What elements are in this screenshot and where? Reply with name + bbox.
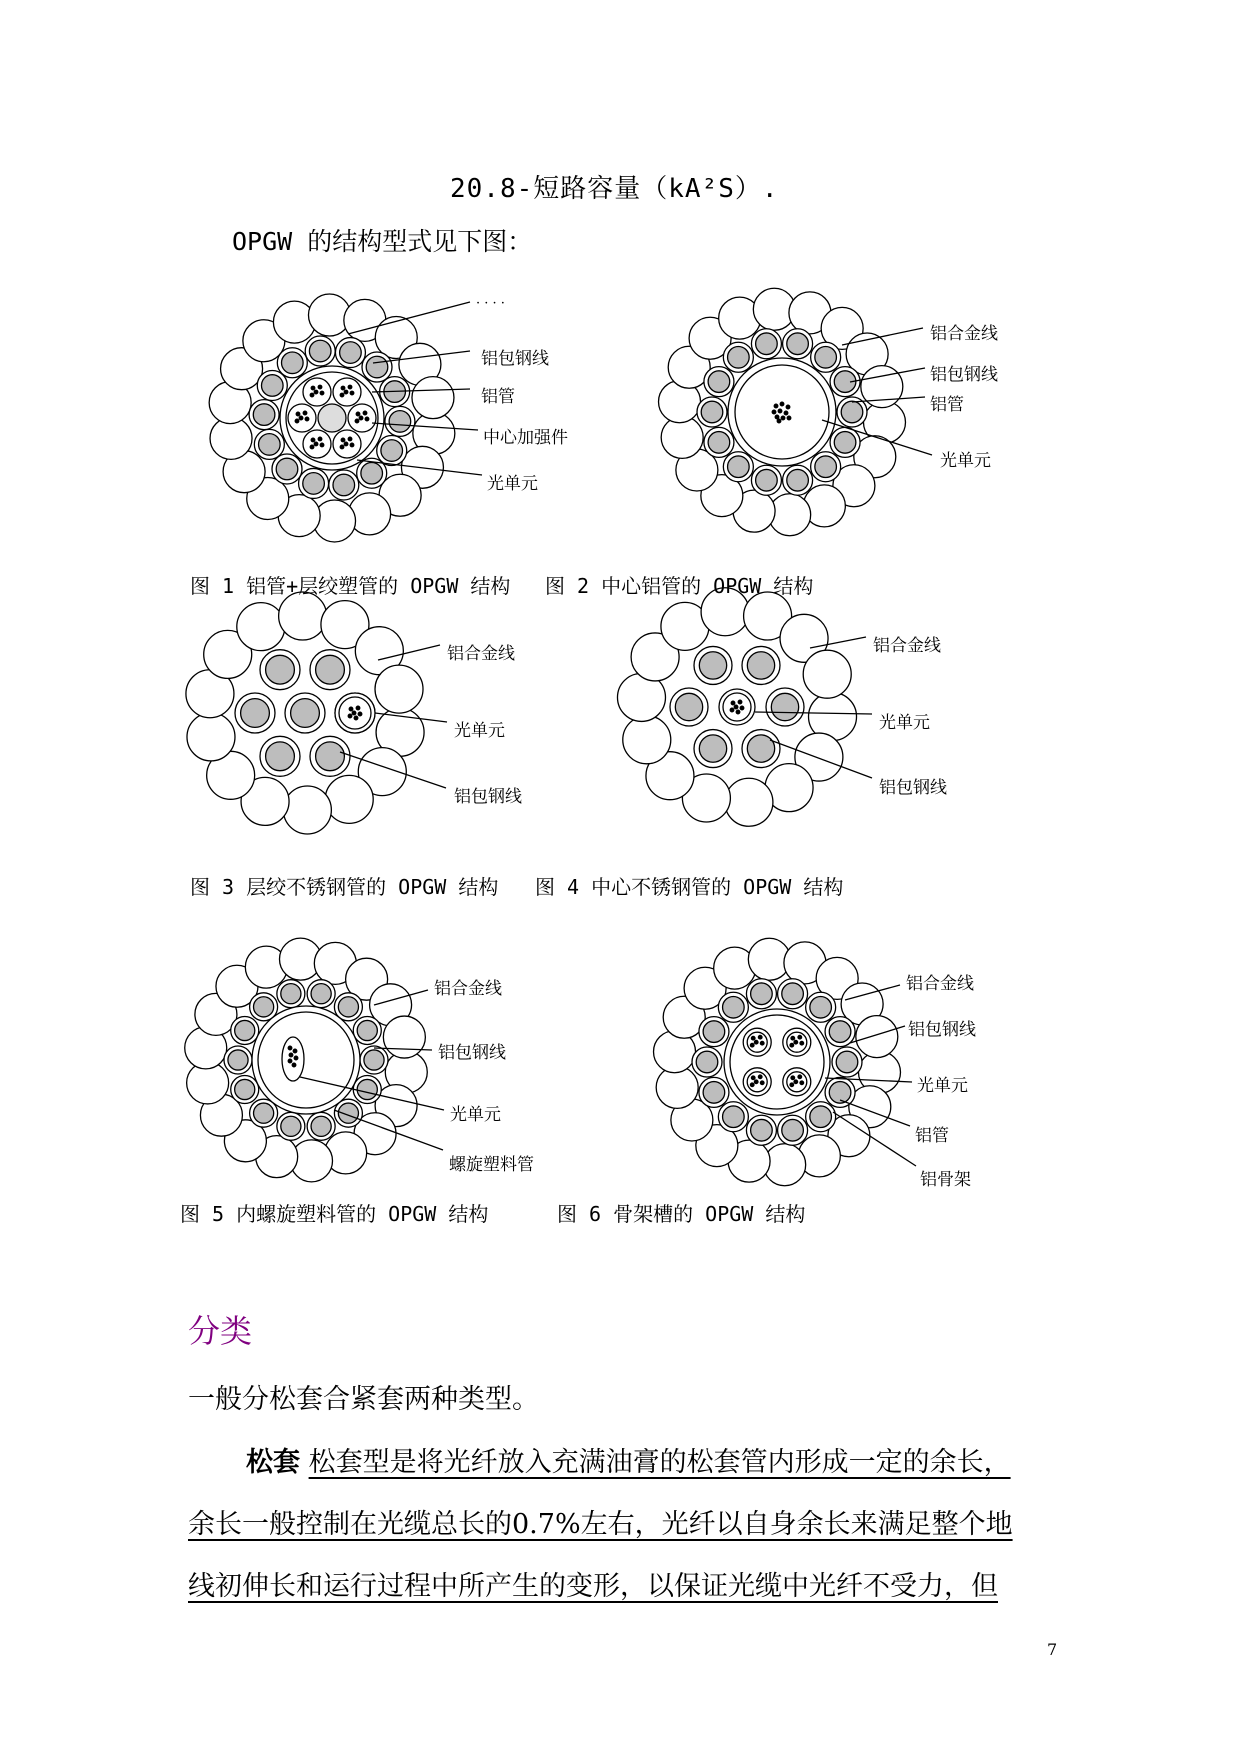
optical-fiber-dot <box>751 1036 755 1040</box>
steel-core <box>311 984 331 1004</box>
optical-fiber-dot <box>786 405 790 409</box>
aluminum-alloy-wire <box>725 778 773 826</box>
optical-fiber-dot <box>296 412 300 416</box>
aluminum-alloy-wire <box>187 713 235 761</box>
steel-core <box>266 655 295 684</box>
optical-fiber-dot <box>303 411 307 415</box>
optical-fiber-dot <box>363 411 367 415</box>
optical-fiber-dot <box>787 416 791 420</box>
figure-2-label: 光单元 <box>940 451 991 471</box>
figure-4-label: 铝合金线 <box>873 636 941 656</box>
page-title: 20.8-短路容量（kA²S）. <box>450 174 779 204</box>
steel-core <box>728 456 750 478</box>
steel-core <box>235 1079 255 1099</box>
optical-fiber-dot <box>318 385 322 389</box>
steel-core <box>266 742 295 771</box>
steel-core <box>282 352 304 374</box>
optical-fiber-dot <box>790 1043 794 1047</box>
body-paragraph: 一般分松套合紧套两种类型。 <box>188 1384 539 1415</box>
steel-core <box>751 983 773 1005</box>
aluminum-alloy-wire <box>383 1016 425 1058</box>
optical-fiber-dot <box>781 416 785 420</box>
steel-core <box>701 401 723 423</box>
optical-fiber-dot <box>350 391 354 395</box>
figure-5-label: 铝包钢线 <box>438 1043 506 1063</box>
steel-core <box>316 742 345 771</box>
optical-fiber-dot <box>736 710 740 714</box>
steel-core <box>254 1103 274 1123</box>
steel-core <box>311 1116 331 1136</box>
optical-fiber-dot <box>754 1080 758 1084</box>
steel-core <box>703 1082 725 1104</box>
optical-fiber-dot <box>344 390 348 394</box>
aluminum-alloy-wire <box>412 377 454 419</box>
steel-core <box>834 432 856 454</box>
optical-fiber-dot <box>775 415 779 419</box>
optical-fiber-dot <box>341 438 345 442</box>
aluminum-alloy-wire <box>283 786 331 834</box>
steel-core <box>708 371 730 393</box>
optical-fiber-dot <box>734 705 738 709</box>
optical-fiber-dot <box>356 706 360 710</box>
steel-core <box>787 469 809 491</box>
figure-3-label: 铝包钢线 <box>454 787 522 807</box>
steel-core <box>364 1050 384 1070</box>
optical-fiber-dot <box>774 404 778 408</box>
optical-fiber-dot <box>778 409 782 413</box>
steel-core <box>389 411 411 433</box>
figure-6-caption: 图 6 骨架槽的 OPGW 结构 <box>557 1202 806 1226</box>
steel-core <box>728 346 750 368</box>
steel-core <box>836 1051 858 1073</box>
section-heading: 分类 <box>188 1312 253 1350</box>
optical-fiber-dot <box>341 386 345 390</box>
loose-tube-paragraph-line <box>246 1440 1011 1479</box>
steel-core <box>815 346 837 368</box>
figure-4-label: 光单元 <box>879 713 930 733</box>
optical-fiber-dot <box>349 707 353 711</box>
optical-fiber-dot <box>750 1083 754 1087</box>
figure-6-label: 光单元 <box>917 1076 968 1096</box>
steel-core <box>338 997 358 1017</box>
figure-5-label: 光单元 <box>450 1105 501 1125</box>
spiral-plastic-tube <box>282 1037 304 1081</box>
steel-core <box>291 699 320 728</box>
optical-fiber-dot <box>320 443 324 447</box>
steel-core <box>259 434 281 456</box>
figure-5-label: 铝合金线 <box>434 979 502 999</box>
optical-fiber-dot <box>311 438 315 442</box>
aluminum-alloy-wire <box>375 665 423 713</box>
optical-fiber-dot <box>794 1040 798 1044</box>
steel-core <box>316 655 345 684</box>
optical-fiber-dot <box>784 411 788 415</box>
aluminum-tube-inner <box>258 1012 354 1108</box>
optical-fiber-dot <box>359 416 363 420</box>
optical-fiber-dot <box>314 442 318 446</box>
optical-fiber-dot <box>780 402 784 406</box>
optical-fiber-dot <box>311 386 315 390</box>
page-number: 7 <box>1047 1640 1058 1659</box>
optical-fiber-dot <box>758 1075 762 1079</box>
optical-fiber-dot <box>738 700 742 704</box>
steel-core <box>235 1020 255 1040</box>
optical-fiber-dot <box>289 1053 293 1057</box>
steel-core <box>708 432 730 454</box>
optical-fiber-dot <box>350 443 354 447</box>
steel-core <box>253 404 275 426</box>
steel-core <box>782 1119 804 1141</box>
optical-fiber-dot <box>293 1049 297 1053</box>
optical-fiber-dot <box>348 714 352 718</box>
aluminum-alloy-wire <box>803 650 851 698</box>
aluminum-alloy-wire <box>856 1016 898 1058</box>
optical-fiber-dot <box>731 701 735 705</box>
steel-core <box>782 983 804 1005</box>
optical-fiber-dot <box>760 1081 764 1085</box>
steel-core <box>703 1021 725 1043</box>
optical-fiber-dot <box>305 417 309 421</box>
figure-6-label: 铝骨架 <box>920 1170 971 1190</box>
figure-5-label: 螺旋塑料管 <box>449 1155 534 1175</box>
steel-core <box>699 652 726 679</box>
figure-1-label: 铝包钢线 <box>481 349 549 369</box>
steel-core <box>366 356 388 378</box>
optical-fiber-dot <box>310 393 314 397</box>
optical-fiber-dot <box>348 385 352 389</box>
optical-fiber-dot <box>758 1035 762 1039</box>
figure-1-label: 光单元 <box>487 474 538 494</box>
optical-fiber-dot <box>288 1046 292 1050</box>
loose-tube-paragraph-line: 余长一般控制在光缆总长的0.7%左右，光纤以自身余长来满足整个地 <box>188 1509 1013 1540</box>
aluminum-alloy-wire <box>279 592 327 640</box>
optical-fiber-dot <box>791 1036 795 1040</box>
steel-core <box>254 997 274 1017</box>
steel-core <box>723 996 745 1018</box>
optical-fiber-dot <box>314 390 318 394</box>
optical-fiber-dot <box>358 712 362 716</box>
figure-2-caption: 图 2 中心铝管的 OPGW 结构 <box>545 574 814 598</box>
optical-fiber-dot <box>754 1040 758 1044</box>
optical-fiber-dot <box>777 419 781 423</box>
steel-core <box>357 1020 377 1040</box>
optical-fiber-dot <box>751 1076 755 1080</box>
steel-core <box>261 375 283 397</box>
loose-tube-term: 松套 <box>246 1447 300 1478</box>
steel-core <box>361 462 383 484</box>
optical-fiber-dot <box>288 1059 292 1063</box>
figure-3-caption: 图 3 层绞不锈钢管的 OPGW 结构 <box>190 875 499 899</box>
steel-core <box>281 984 301 1004</box>
steel-core <box>810 996 832 1018</box>
optical-fiber-dot <box>760 1041 764 1045</box>
steel-core <box>699 735 726 762</box>
loose-tube-text: 松套型是将光纤放入充满油膏的松套管内形成一定的余长， <box>308 1447 1011 1478</box>
figure-6-label: 铝合金线 <box>906 974 974 994</box>
optical-fiber-dot <box>798 1075 802 1079</box>
steel-core <box>309 340 331 362</box>
figure-1-caption: 图 1 铝管+层绞塑管的 OPGW 结构 <box>190 574 511 598</box>
optical-fiber-dot <box>750 1043 754 1047</box>
optical-fiber-dot <box>800 1041 804 1045</box>
steel-core <box>241 699 270 728</box>
optical-fiber-dot <box>340 445 344 449</box>
steel-core <box>276 458 298 480</box>
aluminum-alloy-wire <box>237 603 285 651</box>
steel-core <box>771 693 798 720</box>
optical-fiber-dot <box>791 1076 795 1080</box>
figure-2-label: 铝管 <box>930 395 964 415</box>
steel-core <box>815 456 837 478</box>
steel-core <box>810 1106 832 1128</box>
steel-core <box>675 693 702 720</box>
figure-2-label: 铝合金线 <box>930 324 998 344</box>
figure-6-label: 铝包钢线 <box>908 1020 976 1040</box>
optical-fiber-dot <box>340 393 344 397</box>
steel-core <box>333 474 355 496</box>
optical-fiber-dot <box>354 716 358 720</box>
optical-fiber-dot <box>740 706 744 710</box>
figure-6-label: 铝管 <box>915 1126 949 1146</box>
optical-fiber-dot <box>798 1035 802 1039</box>
optical-fiber-dot <box>730 708 734 712</box>
steel-core <box>357 1079 377 1099</box>
optical-fiber-dot <box>320 391 324 395</box>
optical-fiber-dot <box>348 437 352 441</box>
steel-core <box>787 333 809 355</box>
steel-core <box>751 1119 773 1141</box>
steel-core <box>381 440 403 462</box>
steel-core <box>747 652 774 679</box>
figure-1-label: 铝管 <box>481 387 515 407</box>
loose-tube-paragraph-line: 线初伸长和运行过程中所产生的变形，以保证光缆中光纤不受力，但 <box>188 1571 998 1602</box>
steel-core <box>747 735 774 762</box>
steel-core <box>756 333 778 355</box>
optical-fiber-dot <box>794 1080 798 1084</box>
optical-fiber-dot <box>295 419 299 423</box>
optical-fiber-dot <box>294 1056 298 1060</box>
figure-4-caption: 图 4 中心不锈钢管的 OPGW 结构 <box>535 875 844 899</box>
optical-fiber-dot <box>318 437 322 441</box>
steel-core <box>841 401 863 423</box>
optical-fiber-dot <box>292 1063 296 1067</box>
steel-core <box>696 1051 718 1073</box>
figure-2-label: 铝包钢线 <box>930 365 998 385</box>
optical-fiber-dot <box>344 442 348 446</box>
figure-5-caption: 图 5 内螺旋塑料管的 OPGW 结构 <box>180 1202 489 1226</box>
figure-3-label: 铝合金线 <box>447 644 515 664</box>
intro-text: OPGW 的结构型式见下图： <box>232 227 533 256</box>
optical-fiber-dot <box>365 417 369 421</box>
steel-core <box>340 342 362 364</box>
optical-fiber-dot <box>355 419 359 423</box>
aluminum-alloy-wire <box>623 716 671 764</box>
aluminum-alloy-wire <box>325 775 373 823</box>
optical-fiber-dot <box>310 445 314 449</box>
optical-fiber-dot <box>356 412 360 416</box>
steel-core <box>303 473 325 495</box>
figure-1-label: · · · · <box>476 296 505 311</box>
optical-fiber-dot <box>800 1081 804 1085</box>
central-strength-member <box>318 404 346 432</box>
optical-fiber-dot <box>352 711 356 715</box>
steel-core <box>228 1050 248 1070</box>
steel-core <box>723 1106 745 1128</box>
steel-core <box>281 1116 301 1136</box>
figure-3-label: 光单元 <box>454 721 505 741</box>
optical-fiber-dot <box>790 1083 794 1087</box>
figure-4-label: 铝包钢线 <box>879 778 947 798</box>
optical-fiber-dot <box>772 410 776 414</box>
aluminum-skeleton <box>730 1015 824 1109</box>
steel-core <box>829 1021 851 1043</box>
optical-fiber-dot <box>299 416 303 420</box>
figure-1-label: 中心加强件 <box>483 428 568 448</box>
steel-core <box>756 469 778 491</box>
